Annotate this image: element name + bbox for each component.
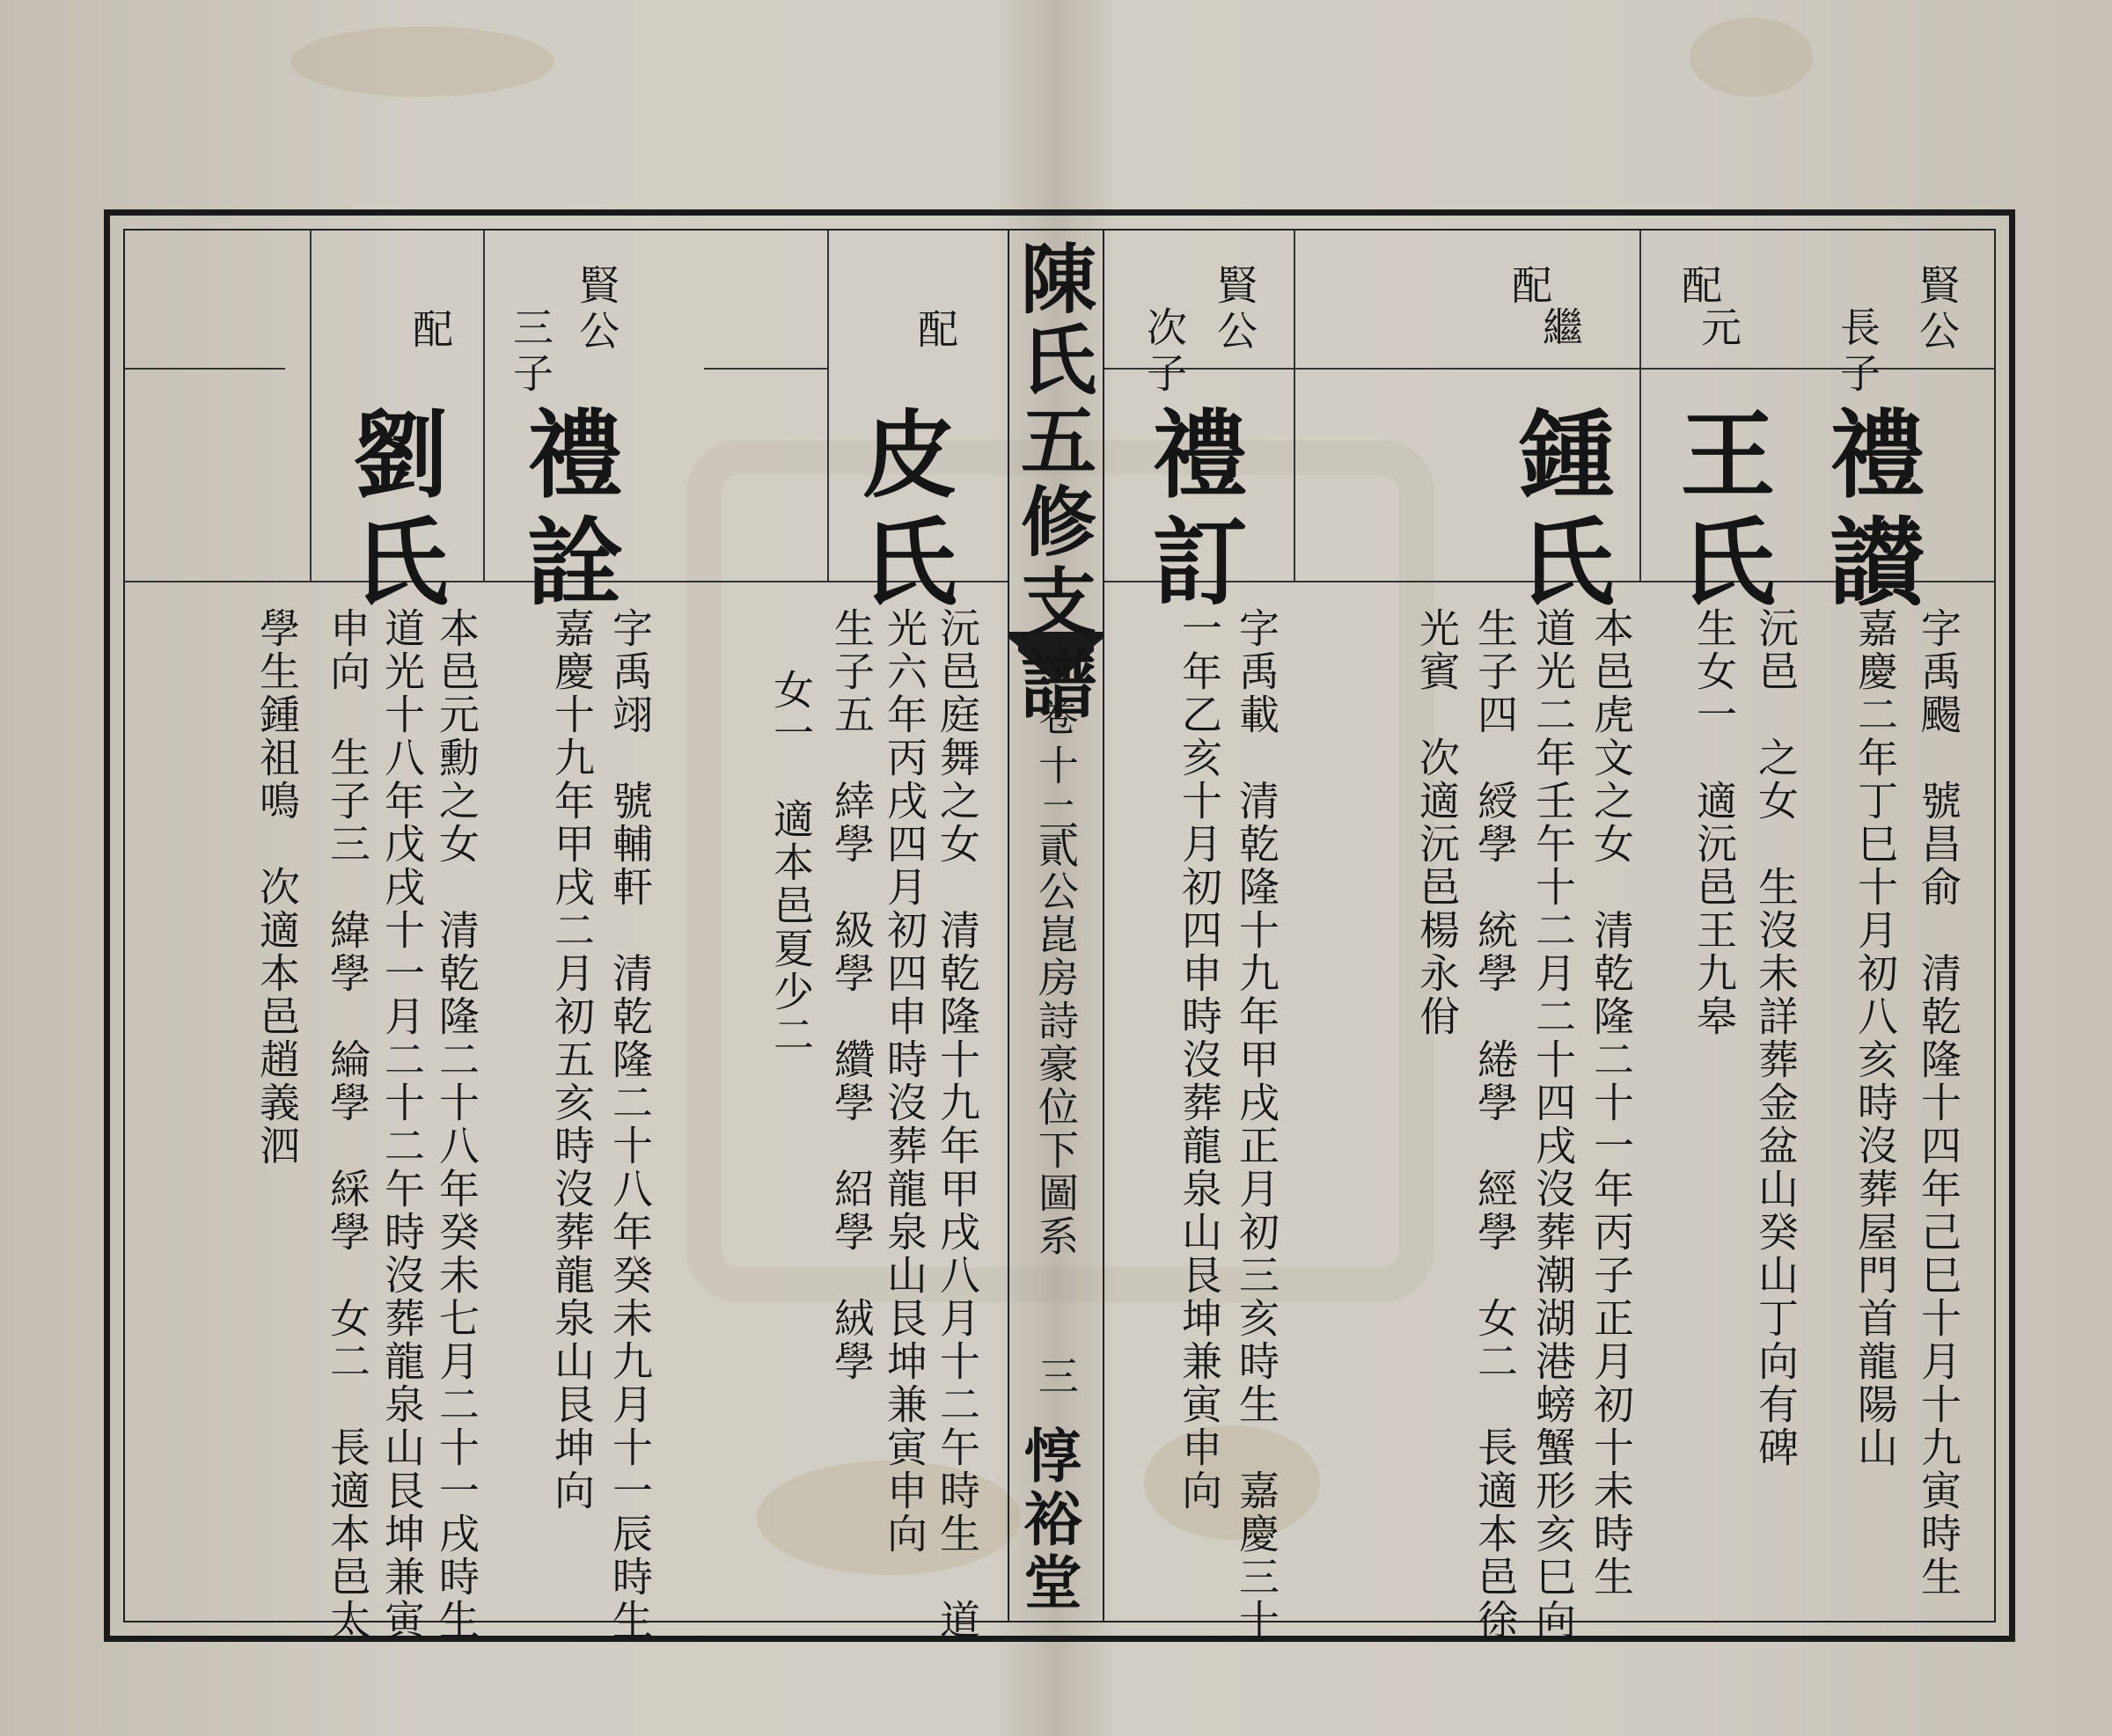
biography-line: 一年乙亥十月初四申時沒葬龍泉山艮坤兼寅申向 <box>1176 607 1223 1513</box>
biography-line: 嘉慶二年丁巳十月初八亥時沒葬屋門首龍陽山 <box>1852 607 1899 1469</box>
person-name: 禮詮 <box>511 405 622 619</box>
biography-line: 生女一 適沅邑王九皋 <box>1690 607 1738 1038</box>
rank-label: 三子 <box>507 306 554 398</box>
biography-line: 生子四 綬學 統學 綣學 經學 女二 長適本邑徐 <box>1471 607 1519 1642</box>
biography-line: 本邑元勳之女 清乾隆二十八年癸未七月二十一戌時生 <box>433 607 480 1642</box>
biography-line: 道光二年壬午十二月二十四戌沒葬潮湖港螃蟹形亥巳向 <box>1529 607 1577 1642</box>
person-name: 禮訂 <box>1136 405 1247 619</box>
person-name: 劉氏 <box>337 405 448 619</box>
father-label: 賢公 <box>573 264 620 355</box>
biography-line: 光六年丙戌四月初四申時沒葬龍泉山艮坤兼寅申向 <box>881 607 928 1556</box>
spouse-label-top: 元 <box>1695 306 1742 352</box>
person-name: 皮氏 <box>846 405 957 619</box>
father-label: 賢公 <box>1913 264 1961 355</box>
row-divider <box>125 368 285 370</box>
biography-line: 本邑虎文之女 清乾隆二十一年丙子正月初十未時生 <box>1588 607 1635 1599</box>
father-label: 賢公 <box>1211 264 1258 355</box>
spouse-label: 配 <box>1506 264 1553 310</box>
hall-name: 惇裕堂 <box>1014 1425 1082 1615</box>
volume-label: 卷十二 <box>1032 695 1080 843</box>
person-name: 王氏 <box>1664 405 1775 619</box>
person-name: 禮讃 <box>1814 405 1925 619</box>
spouse-label-top: 繼 <box>1536 306 1584 352</box>
column-divider <box>310 231 312 581</box>
biography-line: 沅邑 之女 生沒未詳葬金盆山癸山丁向有碑 <box>1752 607 1800 1469</box>
column-divider <box>483 231 485 581</box>
column-divider <box>1294 231 1295 581</box>
biography-line: 嘉慶十九年甲戌二月初五亥時沒葬龍泉山艮坤向 <box>548 607 596 1513</box>
page-number: 三 <box>1032 1355 1080 1404</box>
biography-line: 光賓 次適沅邑楊永佾 <box>1413 607 1461 1038</box>
paper-stain <box>290 26 554 97</box>
spouse-label: 配 <box>912 308 959 354</box>
rank-label: 長子 <box>1834 306 1881 398</box>
biography-line: 道光十八年戊戌十一月二十二午時沒葬龍泉山艮坤兼寅 <box>378 607 426 1642</box>
biography-line: 字禹颺 號昌俞 清乾隆十四年己巳十月十九寅時生 <box>1915 607 1962 1599</box>
column-divider <box>1639 231 1641 581</box>
biography-line: 字禹翊 號輔軒 清乾隆二十八年癸未九月十一辰時生 <box>606 607 654 1642</box>
spouse-label: 配 <box>1676 264 1723 310</box>
biography-line: 申向 生子三 緯學 綸學 綵學 女二 長適本邑太 <box>324 607 371 1642</box>
biography-line: 女一 適本邑夏少二 <box>767 669 815 1057</box>
biography-line: 字禹載 清乾隆十九年甲戌正月初三亥時生 嘉慶三十 <box>1233 607 1280 1642</box>
section-label: 貳公崑房詩豪位下圖系 <box>1032 827 1080 1258</box>
person-name: 鍾氏 <box>1503 405 1614 619</box>
row-divider <box>704 368 827 370</box>
column-divider <box>827 231 829 581</box>
book-title: 陳氏五修支譜 <box>1008 239 1096 725</box>
rank-label: 次子 <box>1140 306 1188 398</box>
biography-line: 學生鍾祖鳴 次適本邑趙義泗 <box>253 607 301 1168</box>
biography-line: 生子五 緈學 級學 纘學 紹學 絨學 <box>828 607 876 1383</box>
spouse-label: 配 <box>407 308 454 354</box>
paper-stain <box>1690 18 1813 97</box>
biography-line: 沅邑庭舞之女 清乾隆十九年甲戌八月十二午時生 道 <box>934 607 981 1642</box>
